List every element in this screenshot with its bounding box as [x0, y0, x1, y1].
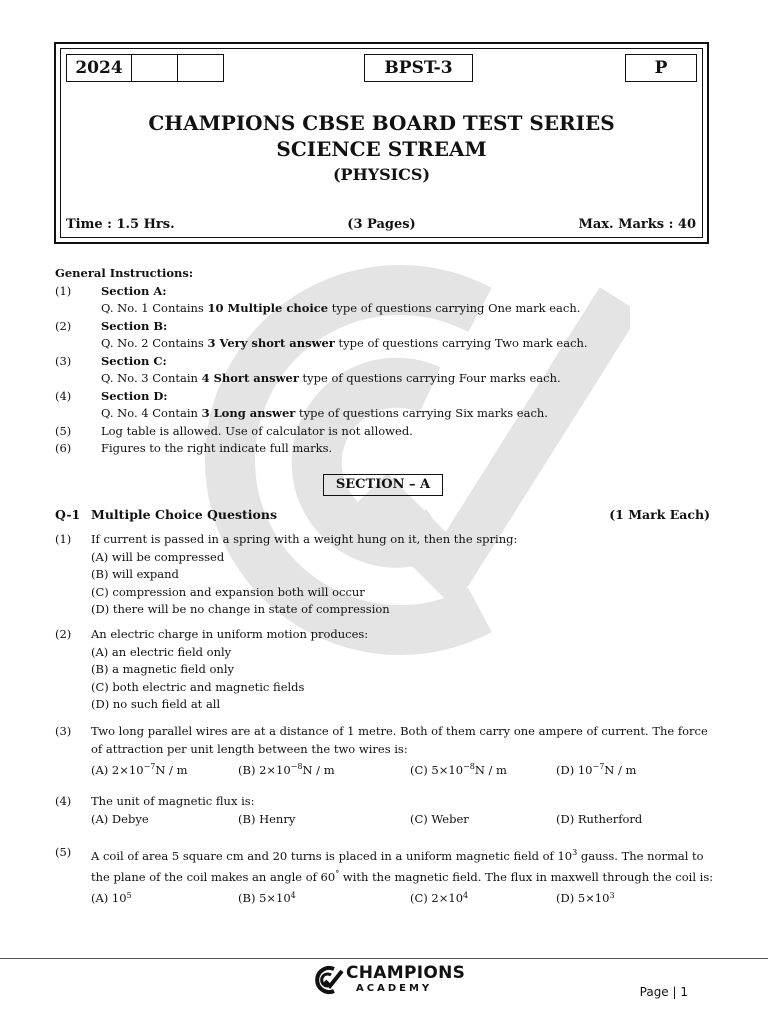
option: (C) compression and expansion both will occur	[91, 584, 365, 599]
option: (B) $5\times 10^4$	[238, 890, 296, 906]
options-row	[91, 758, 715, 779]
instruction-item	[55, 388, 715, 423]
question-text: Two long parallel wires are at a distance of 1 metre. Both of them carry one ampere of current. The force of attraction per unit length between the two wires is:	[91, 724, 708, 756]
option: (D) Rutherford	[556, 811, 643, 826]
option: (D) there will be no change in state of compression	[91, 602, 390, 616]
option: (B) Henry	[238, 811, 296, 826]
option: (C) $5\times 10^{-8}N / m$	[410, 762, 507, 777]
section-a-badge: SECTION – A	[323, 474, 443, 496]
question-group-heading	[55, 507, 710, 522]
instruction-text: Q. No. 1 Contains	[101, 301, 208, 315]
option: (D) $5\times 10^3$	[556, 890, 615, 906]
instruction-text: Q. No. 2 Contains	[101, 336, 208, 350]
logo-subtitle: ACADEMY	[356, 983, 433, 994]
question-number: (5)	[55, 845, 72, 859]
instruction-item	[55, 353, 715, 388]
instruction-item	[55, 423, 715, 441]
instruction-number: (4)	[55, 388, 72, 403]
instruction-emphasis: 3 Very short answer	[207, 336, 335, 350]
year-code-row	[66, 54, 223, 82]
question-group-number: Q-1	[55, 507, 81, 522]
option: (C) Weber	[410, 811, 469, 826]
option: (B) will expand	[91, 567, 179, 581]
instruction-text: type of questions carrying Two mark each.	[334, 336, 588, 350]
general-instructions	[55, 265, 715, 458]
page-title: CHAMPIONS CBSE BOARD TEST SERIES	[148, 111, 615, 135]
question-text: An electric charge in uniform motion produces:	[91, 627, 369, 641]
question-number: (3)	[55, 724, 72, 738]
options-row	[91, 887, 715, 908]
instruction-number: (3)	[55, 353, 72, 368]
section-heading: Section B:	[101, 318, 168, 333]
question-item	[55, 844, 715, 908]
footer-divider	[0, 958, 768, 959]
instruction-number: (5)	[55, 423, 72, 438]
header-box	[54, 42, 709, 244]
option: (A) an electric field only	[91, 644, 232, 659]
instruction-text: Q. No. 3 Contain	[101, 371, 202, 385]
page-number: Page | 1	[639, 985, 688, 999]
section-heading: Section D:	[101, 388, 168, 403]
question-item	[55, 723, 715, 779]
option: (A) $10^5$	[91, 890, 132, 906]
instructions-title: General Instructions:	[55, 266, 194, 280]
option: (B) $2\times 10^{-8}N / m$	[238, 762, 335, 777]
section-heading: Section C:	[101, 353, 167, 368]
option: (A) will be compressed	[91, 549, 225, 564]
question-number: (4)	[55, 794, 72, 808]
question-group-marks: (1 Mark Each)	[609, 507, 710, 522]
stream-title: SCIENCE STREAM	[276, 137, 487, 161]
section-heading: Section A:	[101, 283, 167, 298]
exam-time: Time : 1.5 Hrs.	[66, 217, 175, 232]
instruction-text: Q. No. 4 Contain	[101, 406, 202, 420]
instruction-text: Figures to the right indicate full marks.	[101, 441, 333, 455]
instruction-item	[55, 318, 715, 353]
blank-cell	[177, 54, 224, 82]
instruction-text: type of questions carrying Six marks each.	[295, 406, 548, 420]
question-group-title: Multiple Choice Questions	[91, 507, 277, 522]
academy-logo	[310, 963, 466, 997]
subject-title: (PHYSICS)	[332, 165, 431, 184]
instruction-text: Log table is allowed. Use of calculator is not allowed.	[101, 423, 413, 438]
max-marks: Max. Marks : 40	[578, 217, 696, 232]
option: (D) no such field at all	[91, 697, 221, 711]
instruction-number: (1)	[55, 283, 72, 298]
question-item	[55, 626, 715, 714]
blank-cell	[131, 54, 178, 82]
question-number: (1)	[55, 532, 72, 546]
question-item	[55, 793, 715, 828]
option: (B) a magnetic field only	[91, 662, 234, 676]
logo-mark-icon	[310, 963, 344, 997]
option: (C) $2\times 10^4$	[410, 890, 469, 906]
question-number: (2)	[55, 627, 72, 641]
question-text: If current is passed in a spring with a weight hung on it, then the spring:	[91, 532, 518, 546]
instruction-text: type of questions carrying Four marks each.	[298, 371, 561, 385]
instruction-emphasis: 10 Multiple choice	[207, 301, 329, 315]
instruction-emphasis: 3 Long answer	[201, 406, 296, 420]
option: (C) both electric and magnetic fields	[91, 679, 305, 694]
page-count: (3 Pages)	[347, 217, 416, 232]
instruction-item	[55, 440, 715, 458]
set-code: P	[625, 54, 697, 82]
year-cell: 2024	[66, 54, 132, 82]
option: (A) Debye	[91, 811, 149, 826]
question-text: A coil of area 5 square cm and 20 turns is placed in a uniform magnetic field of $10^3$ gauss. The normal to the plane of the coil makes an angle of 60° with the magnetic field. The flux in maxwell through the coil is:	[91, 848, 714, 885]
logo-name: CHAMPIONS	[346, 963, 466, 983]
question-item	[55, 531, 715, 619]
instruction-number: (6)	[55, 441, 72, 455]
question-text: The unit of magnetic flux is:	[91, 794, 255, 808]
instruction-emphasis: 4 Short answer	[201, 371, 299, 385]
instruction-text: type of questions carrying One mark each.	[328, 301, 581, 315]
options-row	[91, 811, 715, 829]
instruction-number: (2)	[55, 318, 72, 333]
option: (A) $2\times 10^{-7}N / m$	[91, 762, 188, 777]
instruction-item	[55, 283, 715, 318]
option: (D) $10^{-7}N$ / m	[556, 762, 637, 777]
paper-code: BPST-3	[364, 54, 473, 82]
